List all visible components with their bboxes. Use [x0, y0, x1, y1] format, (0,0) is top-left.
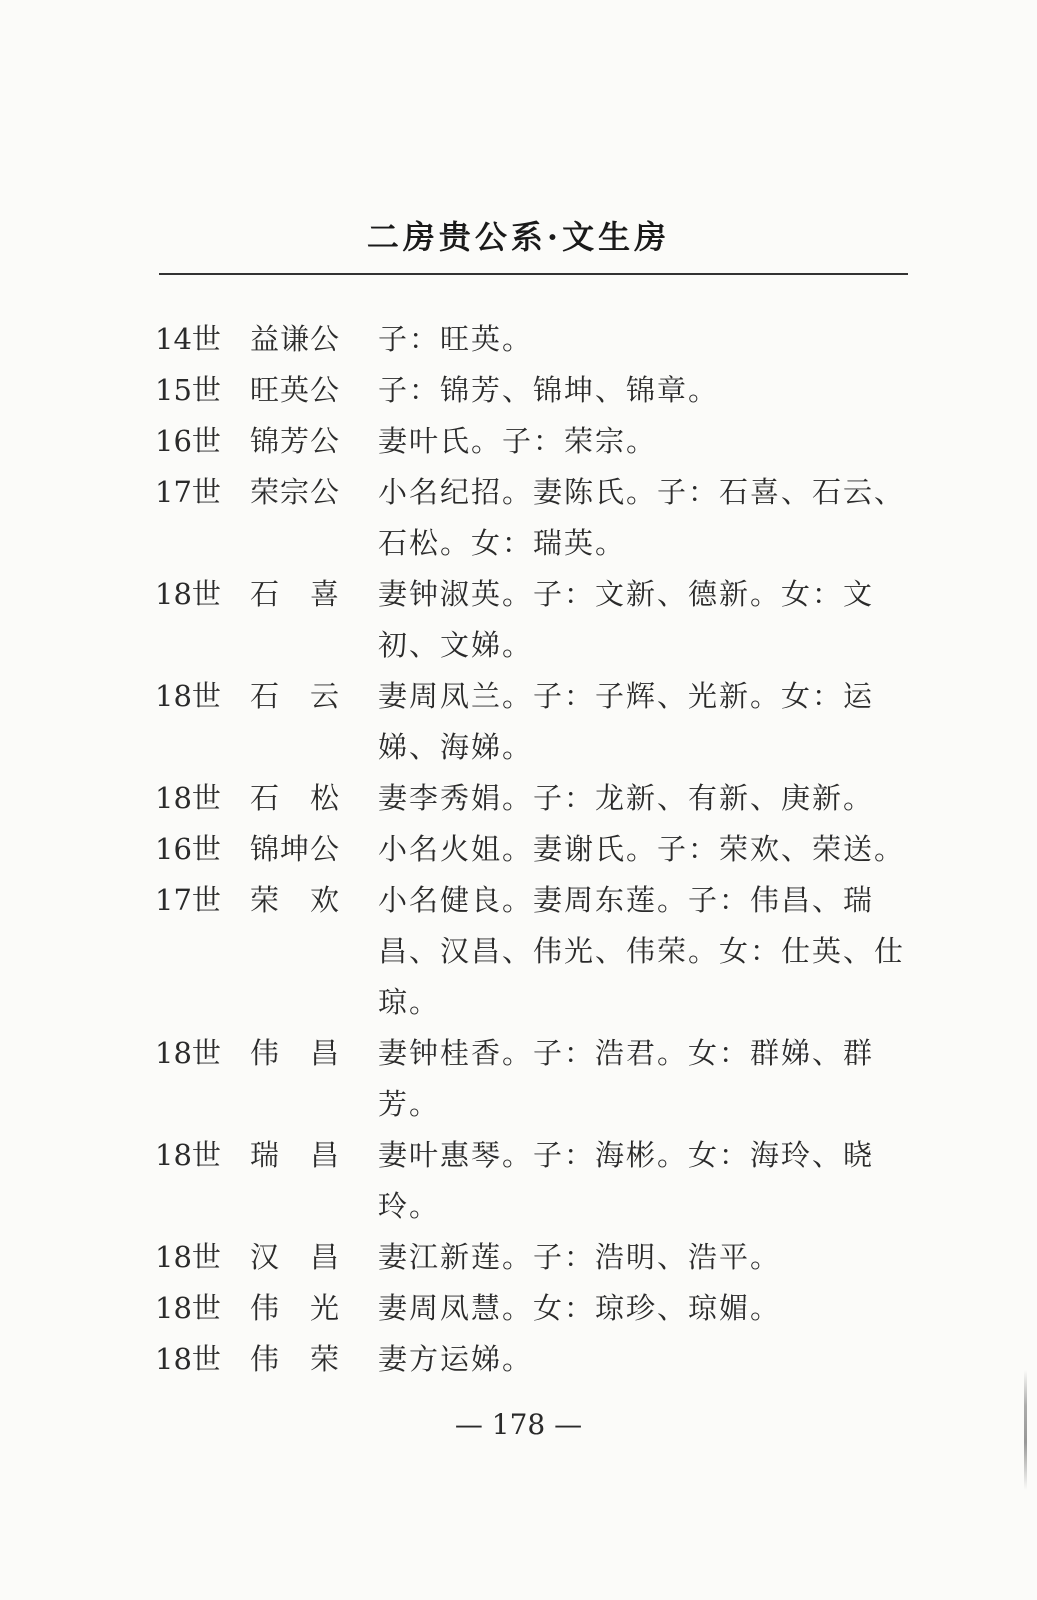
genealogy-entry [155, 314, 915, 365]
genealogy-list [155, 314, 915, 1385]
genealogy-entry [155, 824, 915, 875]
header-divider [159, 273, 908, 275]
generation-label: 18世 [155, 577, 221, 611]
genealogy-entry [155, 569, 915, 671]
generation-label: 18世 [155, 679, 221, 713]
person-name: 旺英公 [250, 373, 341, 407]
genealogy-entry [155, 467, 915, 569]
person-description: 妻周凤兰。子：子辉、光新。女：运娣、海娣。 [378, 679, 875, 764]
person-name: 伟 昌 [250, 1036, 341, 1070]
person-name: 锦坤公 [250, 832, 341, 866]
page-number: — 178 — [454, 1408, 583, 1441]
person-description: 妻方运娣。 [378, 1342, 534, 1376]
person-name: 石 云 [250, 679, 341, 713]
genealogy-entry [155, 1028, 915, 1130]
person-description: 妻周凤慧。女：琼珍、琼媚。 [378, 1291, 782, 1325]
genealogy-entry [155, 1130, 915, 1232]
generation-label: 18世 [155, 1036, 221, 1070]
generation-label: 17世 [155, 475, 221, 509]
generation-label: 18世 [155, 1240, 221, 1274]
generation-label: 16世 [155, 832, 221, 866]
person-description: 子：旺英。 [378, 322, 534, 356]
section-title: 二房贵公系·文生房 [366, 218, 671, 256]
generation-label: 18世 [155, 1291, 221, 1325]
genealogy-entry [155, 1232, 915, 1283]
person-name: 伟 荣 [250, 1342, 341, 1376]
person-name: 荣 欢 [250, 883, 341, 917]
generation-label: 14世 [155, 322, 221, 356]
person-name: 汉 昌 [250, 1240, 341, 1274]
generation-label: 16世 [155, 424, 221, 458]
person-description: 妻李秀娟。子：龙新、有新、庚新。 [378, 781, 875, 815]
person-description: 小名火姐。妻谢氏。子：荣欢、荣送。 [378, 832, 906, 866]
person-description: 小名健良。妻周东莲。子：伟昌、瑞昌、汉昌、伟光、伟荣。女：仕英、仕琼。 [378, 883, 906, 1019]
person-description: 妻江新莲。子：浩明、浩平。 [378, 1240, 782, 1274]
genealogy-entry [155, 1334, 915, 1385]
person-name: 石 松 [250, 781, 341, 815]
person-name: 荣宗公 [250, 475, 341, 509]
person-name: 益谦公 [250, 322, 341, 356]
person-name: 石 喜 [250, 577, 341, 611]
genealogy-entry [155, 773, 915, 824]
genealogy-entry [155, 1283, 915, 1334]
person-name: 伟 光 [250, 1291, 341, 1325]
generation-label: 17世 [155, 883, 221, 917]
person-name: 锦芳公 [250, 424, 341, 458]
person-name: 瑞 昌 [250, 1138, 341, 1172]
person-description: 子：锦芳、锦坤、锦章。 [378, 373, 720, 407]
scan-edge-mark [1024, 1370, 1027, 1490]
person-description: 妻叶惠琴。子：海彬。女：海玲、晓玲。 [378, 1138, 875, 1223]
person-description: 小名纪招。妻陈氏。子：石喜、石云、石松。女：瑞英。 [378, 475, 906, 560]
person-description: 妻叶氏。子：荣宗。 [378, 424, 658, 458]
generation-label: 18世 [155, 781, 221, 815]
person-description: 妻钟淑英。子：文新、德新。女：文初、文娣。 [378, 577, 875, 662]
genealogy-entry [155, 416, 915, 467]
genealogy-entry [155, 671, 915, 773]
generation-label: 18世 [155, 1138, 221, 1172]
genealogy-entry [155, 875, 915, 1028]
generation-label: 15世 [155, 373, 221, 407]
person-description: 妻钟桂香。子：浩君。女：群娣、群芳。 [378, 1036, 875, 1121]
genealogy-entry [155, 365, 915, 416]
generation-label: 18世 [155, 1342, 221, 1376]
